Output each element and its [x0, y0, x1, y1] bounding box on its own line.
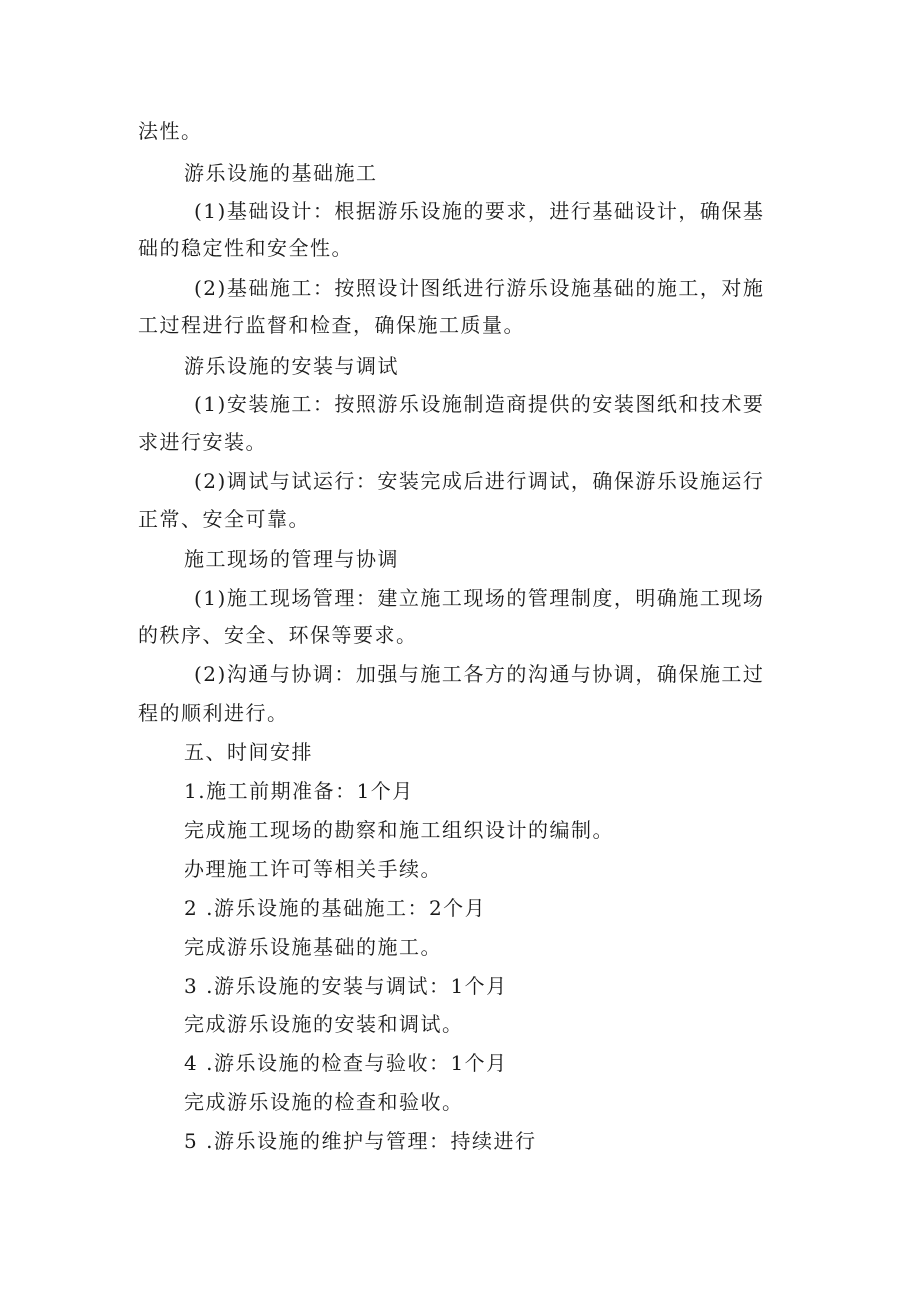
paragraph-line: 法性。: [138, 119, 203, 143]
section-heading: 施工现场的管理与协调: [184, 547, 399, 571]
paragraph-line: (1)基础设计：根据游乐设施的要求，进行基础设计，确保基: [194, 199, 765, 223]
section-heading: 五、时间安排: [184, 740, 313, 764]
paragraph-line: (1)施工现场管理：建立施工现场的管理制度，明确施工现场: [194, 586, 765, 610]
schedule-item: 4 .游乐设施的检查与验收：1个月: [184, 1051, 508, 1075]
paragraph-line: (2)基础施工：按照设计图纸进行游乐设施基础的施工，对施: [194, 276, 765, 300]
paragraph-line: 办理施工许可等相关手续。: [184, 857, 442, 881]
paragraph-line: 完成游乐设施基础的施工。: [184, 935, 442, 959]
paragraph-line: 完成游乐设施的安装和调试。: [184, 1012, 464, 1036]
paragraph-line: (2)调试与试运行：安装完成后进行调试，确保游乐设施运行: [194, 469, 765, 493]
paragraph-line: 础的稳定性和安全性。: [138, 236, 353, 260]
schedule-item: 1.施工前期准备：1个月: [184, 779, 414, 803]
paragraph-line: 完成游乐设施的检查和验收。: [184, 1090, 464, 1114]
schedule-item: 5 .游乐设施的维护与管理：持续进行: [184, 1129, 537, 1153]
paragraph-line: 完成施工现场的勘察和施工组织设计的编制。: [184, 818, 614, 842]
paragraph-line: 工过程进行监督和检查，确保施工质量。: [138, 313, 525, 337]
paragraph-line: (1)安装施工：按照游乐设施制造商提供的安装图纸和技术要: [194, 392, 765, 416]
section-heading: 游乐设施的安装与调试: [184, 354, 399, 378]
paragraph-line: 程的顺利进行。: [138, 701, 289, 725]
schedule-item: 3 .游乐设施的安装与调试：1个月: [184, 974, 508, 998]
paragraph-line: 求进行安装。: [138, 430, 267, 454]
paragraph-line: 的秩序、安全、环保等要求。: [138, 623, 418, 647]
paragraph-line: 正常、安全可靠。: [138, 507, 310, 531]
section-heading: 游乐设施的基础施工: [184, 161, 378, 185]
paragraph-line: (2)沟通与协调：加强与施工各方的沟通与协调，确保施工过: [194, 662, 765, 686]
schedule-item: 2 .游乐设施的基础施工：2个月: [184, 896, 487, 920]
